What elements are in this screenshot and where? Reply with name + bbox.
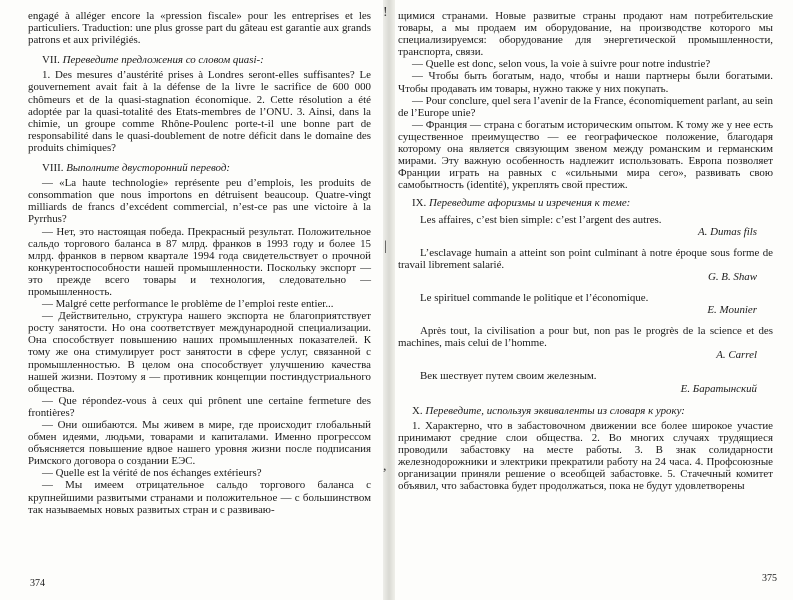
aphorism xyxy=(398,214,773,238)
aphorism-text: Après tout, la civilisation a pour but, non pas le progrès de la science et des machines, mais celui de l’homme. xyxy=(398,325,773,350)
section-7-text: 1. Des mesures d’austérité prises à Londres seront-elles suffisantes? Le gouvernement avait fait à la défense de la livre le sacrifice de 600 000 chômeurs et de la quasi-stagnation économique. 2. Cette résolution a été adoptée par la quasi-totalité des Etats-membres de l’ONU. 3. Ainsi, dans la chimie, un groupe comme Rhône-Poulenc porte-t-il une bonne part de responsabilité dans le quasi-doublement de notre déficit dans le domaine des produits chimiques? xyxy=(28,69,371,154)
section-7-title: Переведите предложения со словом quasi-: xyxy=(62,54,264,67)
aphorism-text: Le spirituel commande le politique et l’économique. xyxy=(420,291,649,304)
left-text-column xyxy=(28,10,371,516)
book-gutter xyxy=(383,0,395,600)
section-10-heading xyxy=(398,405,773,417)
aphorism xyxy=(398,247,773,283)
dialogue-paragraph: — Мы имеем отрицательное сальдо торгового баланса с крупнейшими развитыми странами и положительное — с большинством так называемых новых развитых стран и с развиваю- xyxy=(28,479,371,516)
section-10-text: 1. Характерно, что в забастовочном движении все более широкое участие принимают средние слои общества. 2. Во многих случаях трудящиеся проводили забастовку на месте работы. 3. В знак солидарности железнодорожники и электрики прекратили работу на 24 часа. 4. Профсоюзные организации приняли решение о всеобщей забастовке. 5. Стачечный комитет объявил, что забастовка будет продолжаться, пока не будут удовлетворены xyxy=(398,419,773,493)
aphorism-text: Les affaires, c’est bien simple: c’est l’argent des autres. xyxy=(420,213,662,226)
section-10-title: Переведите, используя эквиваленты из словаря к уроку: xyxy=(425,404,685,417)
aphorism-author: A. Dumas fils xyxy=(698,225,757,238)
dialogue-paragraph: — Франция — страна с богатым историческим опытом. К тому же у нее есть существенное преимущество — ее географическое положение, благодаря которому она является связующим звеном между романским и германским мирами. Эту важную особенность надлежит использовать. Европа позволяет Франции играть на равных с «сильными мира сего», развивать свою самобытность (identité), укреплять свой престиж. xyxy=(398,118,773,192)
dialogue-paragraph: — Действительно, структура нашего экспорта не благоприятствует росту занятости. Но она соответствует международной специализации. Она способствует повышению наших промышленных показателей. К тому же она стимулирует рост занятости в сфере услуг, связанной с промышленностью. В целом она способствует улучшению качества нашей жизни. Поэтому я — противник концепции постиндустриального общества. xyxy=(28,310,371,395)
right-text-column xyxy=(398,10,773,492)
dialogue-paragraph: — Они ошибаются. Мы живем в мире, где происходит глобальный обмен идеями, людьми, товарами и капиталами. Именно прогрессом объясняется повышение вдвое нашего уровня жизни после подписания Римского договора о создании ЕЭС. xyxy=(28,419,371,468)
aphorism-author: Е. Баратынский xyxy=(680,382,757,395)
aphorism-author: A. Carrel xyxy=(716,349,757,362)
aphorism xyxy=(398,325,773,361)
section-7-number: VII. xyxy=(42,54,60,67)
section-9-number: IX. xyxy=(412,197,427,210)
page-number-right: 375 xyxy=(762,573,777,584)
dialogue-paragraph: — Quelle est la vérité de nos échanges extérieurs? xyxy=(42,467,262,480)
section-8-heading xyxy=(28,162,371,174)
aphorism xyxy=(398,292,773,316)
page-number-left: 374 xyxy=(30,578,45,589)
gutter-mark: , xyxy=(383,459,387,474)
dialogue-paragraph: — Нет, это настоящая победа. Прекрасный результат. Положительное сальдо торгового баланса в 87 млрд. франков в 1993 году и более 15 млрд. франков в первом квартале 1994 года свидетельствует о прочной конкурентоспособности нашей промышленности. Поскольку экспорт — это прежде всего товары и технология, следовательно — промышленность. xyxy=(28,225,371,298)
dialogue-paragraph: — Чтобы быть богатым, надо, чтобы и наши партнеры были богатыми. Чтобы продавать им товары, нужно также у них покупать. xyxy=(398,70,773,95)
dialogue-paragraph: — Quelle est donc, selon vous, la voie à suivre pour notre industrie? xyxy=(412,58,711,71)
dialogue-paragraph: — Malgré cette performance le problème de l’emploi reste entier... xyxy=(42,298,334,311)
section-9-heading xyxy=(398,197,773,209)
intro-paragraph: engagé à alléger encore la «pression fiscale» pour les entreprises et les particuliers. Traduction: une plus grosse part du gâteau est garantie aux grands patrons et aux privilégiés. xyxy=(28,10,371,47)
continuation-paragraph: щимися странами. Новые развитые страны продают нам потребительские товары, а мы продаем им оборудование, на производстве которого мы специализируемся: оборудование для энергетической промышленности, транспорта, связи. xyxy=(398,10,773,59)
dialogue-paragraph: — Pour conclure, quel sera l’avenir de la France, économiquement parlant, au sein de l’Europe unie? xyxy=(398,94,773,119)
section-10-number: X. xyxy=(412,404,423,417)
dialogue-paragraph: — Que répondez-vous à ceux qui prônent une certaine fermeture des frontières? xyxy=(28,394,371,419)
aphorism-text: L’esclavage humain a atteint son point culminant à notre époque sous forme de travail librement salarié. xyxy=(398,246,773,271)
gutter-mark: | xyxy=(384,239,387,254)
dialogue-paragraph: — «La haute technologie» représente peu d’emplois, les produits de consommation que nous importons en détruisent beaucoup. Quatre-vingt milliards de francs d’excédent commercial, n’est-ce pas une victoire à la Pyrrhus? xyxy=(28,177,371,226)
section-8-number: VIII. xyxy=(42,162,64,175)
right-page xyxy=(396,0,793,600)
aphorism xyxy=(398,370,773,394)
aphorism-author: G. B. Shaw xyxy=(707,270,757,283)
gutter-mark: ! xyxy=(383,5,388,20)
section-8-title: Выполните двусторонний перевод: xyxy=(66,162,230,175)
aphorism-author: E. Mounier xyxy=(707,304,757,317)
section-9-title: Переведите афоризмы и изречения к теме: xyxy=(428,197,631,210)
left-page xyxy=(0,0,384,600)
section-7-heading xyxy=(28,54,371,66)
aphorism-text: Век шествует путем своим железным. xyxy=(420,370,597,383)
